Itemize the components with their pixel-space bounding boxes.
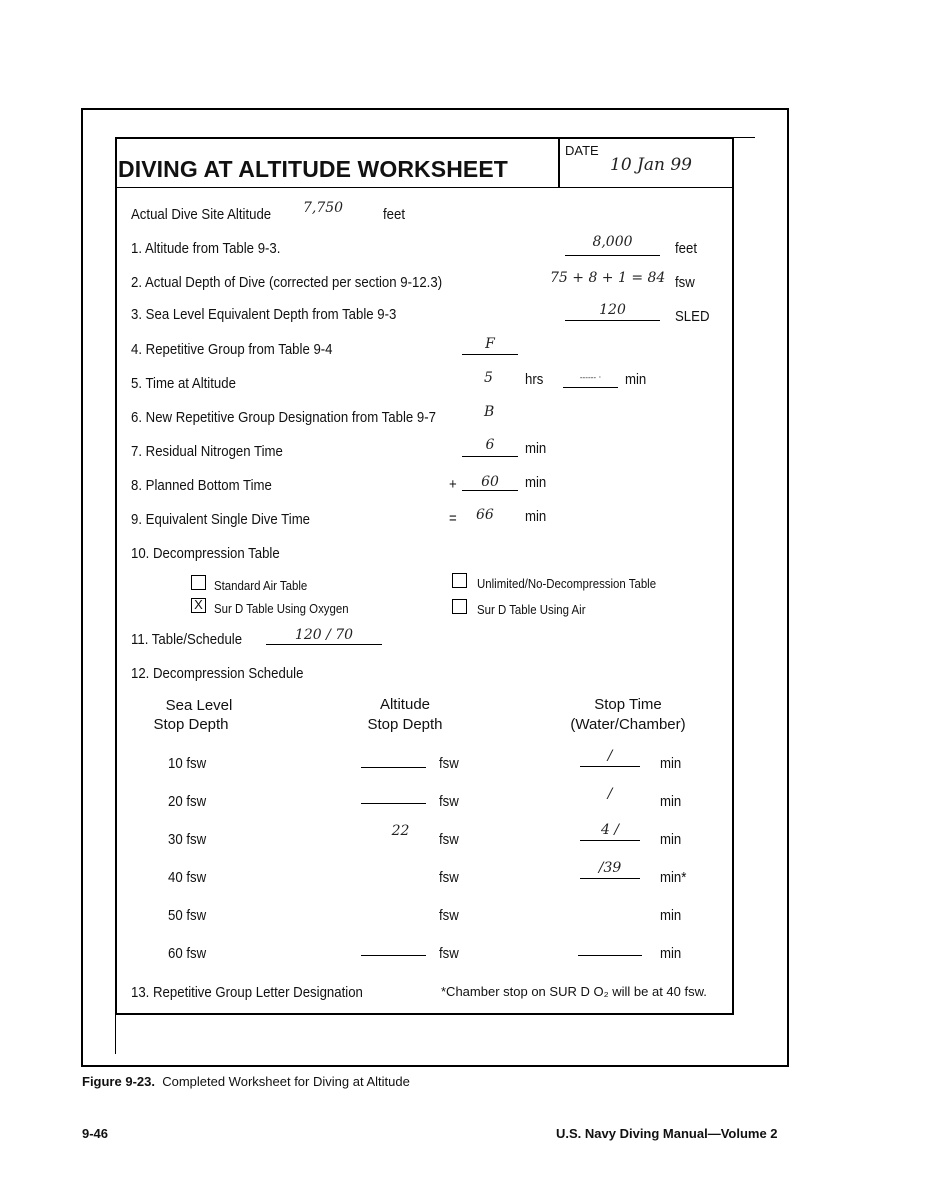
answer-line: [266, 644, 382, 645]
answer-line: [361, 803, 426, 804]
item-1-unit: feet: [675, 240, 698, 257]
answer-line: [580, 878, 640, 879]
schedule-time-unit: min: [660, 755, 682, 772]
header-stop-time: (Water/Chamber): [570, 716, 686, 733]
frame-tick: [733, 137, 755, 138]
item-1-label: 1. Altitude from Table 9-3.: [131, 240, 281, 257]
schedule-depth: 60 fsw: [168, 945, 207, 962]
schedule-stop-time[interactable]: 4 /: [600, 822, 620, 838]
answer-line: [361, 955, 426, 956]
schedule-time-unit: min: [660, 907, 682, 924]
header-sea-level: Sea Level: [165, 697, 233, 714]
header-stop-time: Stop Time: [594, 696, 662, 713]
schedule-altitude-unit: fsw: [439, 793, 459, 810]
schedule-altitude-value[interactable]: 22: [391, 823, 410, 839]
schedule-depth: 50 fsw: [168, 907, 207, 924]
checkbox-sur-d-air[interactable]: [452, 599, 467, 614]
answer-line: [462, 354, 518, 355]
item-7-value[interactable]: 6: [485, 437, 495, 453]
site-altitude-value[interactable]: 7,750: [303, 200, 344, 216]
item-9-unit: min: [525, 508, 547, 525]
item-1-value[interactable]: 8,000: [592, 234, 633, 250]
item-7-label: 7. Residual Nitrogen Time: [131, 443, 283, 460]
header-altitude: Altitude: [379, 696, 431, 713]
manual-title: U.S. Navy Diving Manual—Volume 2: [556, 1126, 778, 1141]
item-12-label: 12. Decompression Schedule: [131, 665, 304, 682]
site-altitude-unit: feet: [383, 206, 406, 223]
checkbox-label: Sur D Table Using Oxygen: [214, 601, 349, 616]
item-8-value[interactable]: 60: [481, 474, 499, 490]
item-5-min-unit: min: [625, 371, 647, 388]
item-3-value[interactable]: 120: [599, 302, 626, 318]
checkbox-standard-air[interactable]: [191, 575, 206, 590]
item-8-unit: min: [525, 474, 547, 491]
item-10-label: 10. Decompression Table: [131, 545, 280, 562]
item-7-unit: min: [525, 440, 547, 457]
answer-line: [580, 766, 640, 767]
answer-line: [462, 456, 518, 457]
item-9-prefix: =: [449, 510, 457, 527]
checkbox-unlimited-no-decompression[interactable]: [452, 573, 467, 588]
item-2-value[interactable]: 75 + 8 + 1 = 84: [550, 270, 666, 286]
answer-line: [565, 255, 660, 256]
item-8-label: 8. Planned Bottom Time: [131, 477, 272, 494]
answer-line: [361, 767, 426, 768]
item-11-label: 11. Table/Schedule: [131, 631, 243, 648]
item-2-label: 2. Actual Depth of Dive (corrected per section 9-12.3): [131, 274, 443, 291]
schedule-time-unit: min: [660, 945, 682, 962]
schedule-stop-time[interactable]: /: [607, 786, 613, 802]
item-3-label: 3. Sea Level Equivalent Depth from Table 9-3: [131, 306, 397, 323]
schedule-depth: 20 fsw: [168, 793, 207, 810]
schedule-depth: 10 fsw: [168, 755, 207, 772]
checkbox-label: Unlimited/No-Decompression Table: [477, 576, 657, 591]
item-5-label: 5. Time at Altitude: [131, 375, 236, 392]
item-8-prefix: +: [449, 476, 457, 493]
item-6-value[interactable]: B: [484, 404, 495, 420]
item-4-value[interactable]: F: [485, 336, 495, 352]
schedule-depth: 30 fsw: [168, 831, 207, 848]
schedule-altitude-unit: fsw: [439, 907, 459, 924]
figure-caption: [82, 1074, 410, 1089]
header-altitude: Stop Depth: [367, 716, 443, 733]
item-6-label: 6. New Repetitive Group Designation from Table 9-7: [131, 409, 436, 426]
schedule-stop-time[interactable]: /39: [598, 860, 622, 876]
site-altitude-label: Actual Dive Site Altitude: [131, 206, 272, 223]
item-9-label: 9. Equivalent Single Dive Time: [131, 511, 311, 528]
item-5-hrs-unit: hrs: [525, 371, 544, 388]
item-11-value[interactable]: 120 / 70: [294, 627, 354, 643]
answer-line: [462, 490, 518, 491]
answer-line: [563, 387, 618, 388]
schedule-time-unit: min: [660, 831, 682, 848]
title-divider: [115, 187, 734, 188]
item-13-label: 13. Repetitive Group Letter Designation: [131, 984, 363, 1001]
item-3-unit: SLED: [675, 308, 710, 325]
answer-line: [565, 320, 660, 321]
schedule-stop-time[interactable]: /: [607, 748, 613, 764]
schedule-altitude-unit: fsw: [439, 945, 459, 962]
item-5-hrs-value[interactable]: 5: [484, 370, 493, 386]
item-4-label: 4. Repetitive Group from Table 9-4: [131, 341, 333, 358]
schedule-time-unit: min*: [660, 869, 687, 886]
date-divider: [558, 137, 560, 188]
checkbox-label: Standard Air Table: [214, 578, 308, 593]
figure-number: Figure 9-23.: [82, 1074, 155, 1089]
date-label: DATE: [565, 143, 599, 158]
header-sea-level: Stop Depth: [153, 716, 229, 733]
schedule-altitude-unit: fsw: [439, 755, 459, 772]
footnote: *Chamber stop on SUR D O₂ will be at 40 fsw.: [441, 984, 707, 999]
page-number: 9-46: [82, 1126, 109, 1141]
frame-tick: [115, 1014, 116, 1054]
schedule-altitude-unit: fsw: [439, 831, 459, 848]
checkbox-label: Sur D Table Using Air: [477, 602, 586, 617]
figure-title: Completed Worksheet for Diving at Altitude: [162, 1074, 410, 1089]
schedule-time-unit: min: [660, 793, 682, 810]
item-2-unit: fsw: [675, 274, 695, 291]
answer-line: [580, 840, 640, 841]
schedule-altitude-unit: fsw: [439, 869, 459, 886]
answer-line: [578, 955, 642, 956]
item-5-min-value[interactable]: ------ ·: [579, 373, 602, 382]
schedule-depth: 40 fsw: [168, 869, 207, 886]
checkbox-sur-d-oxygen[interactable]: X: [191, 598, 206, 613]
date-value[interactable]: 10 Jan 99: [610, 155, 692, 175]
worksheet-title: DIVING AT ALTITUDE WORKSHEET: [118, 156, 508, 182]
item-9-value[interactable]: 66: [476, 507, 494, 523]
